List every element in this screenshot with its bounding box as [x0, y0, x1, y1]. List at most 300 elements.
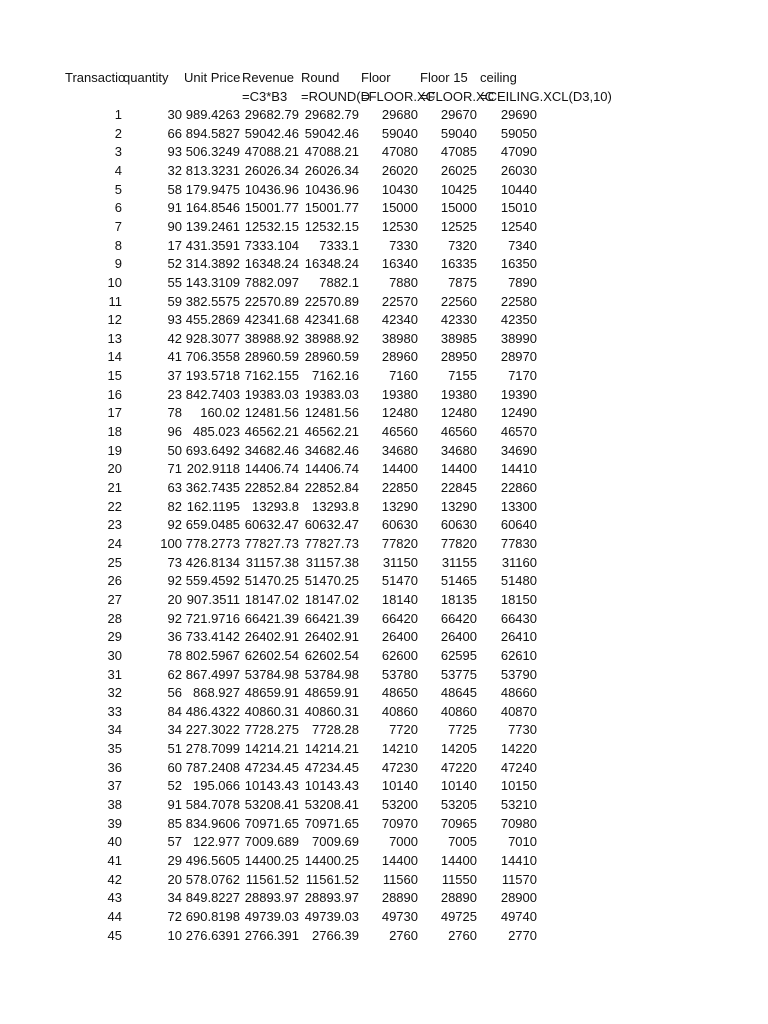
cell-floor[interactable]: 34680 — [381, 442, 418, 458]
cell-round[interactable]: 11561.52 — [305, 871, 359, 887]
cell-unit-price[interactable]: 690.8198 — [185, 908, 240, 924]
cell-quantity[interactable]: 92 — [167, 517, 182, 533]
cell-floor-15[interactable]: 77820 — [440, 536, 477, 551]
cell-transaction[interactable]: 16 — [107, 386, 122, 402]
cell-ceiling[interactable]: 16350 — [500, 256, 537, 272]
cell-revenue[interactable]: 59042.46 — [244, 125, 299, 141]
cell-quantity[interactable]: 42 — [167, 330, 182, 346]
cell-revenue[interactable]: 7333.104 — [244, 237, 299, 253]
cell-transaction[interactable]: 6 — [114, 200, 122, 216]
cell-revenue[interactable]: 7162.155 — [244, 368, 299, 384]
cell-unit-price[interactable]: 227.3022 — [185, 722, 240, 738]
cell-transaction[interactable]: 24 — [107, 536, 122, 551]
cell-round[interactable]: 22852.84 — [304, 480, 359, 495]
cell-transaction[interactable]: 13 — [107, 330, 122, 346]
cell-unit-price[interactable]: 802.5967 — [185, 647, 240, 663]
cell-ceiling[interactable]: 12540 — [500, 218, 537, 234]
cell-floor[interactable]: 60630 — [381, 517, 418, 533]
cell-round[interactable]: 29682.79 — [304, 107, 359, 122]
cell-unit-price[interactable]: 868.927 — [193, 685, 240, 701]
cell-transaction[interactable]: 8 — [114, 237, 122, 253]
cell-ceiling[interactable]: 59050 — [500, 125, 537, 141]
cell-floor-15[interactable]: 11550 — [441, 871, 477, 887]
cell-quantity[interactable]: 91 — [167, 797, 182, 812]
cell-floor-15[interactable]: 18135 — [440, 591, 477, 607]
cell-unit-price[interactable]: 143.3109 — [185, 274, 240, 290]
cell-round[interactable]: 7728.28 — [312, 722, 359, 738]
cell-revenue[interactable]: 14400.25 — [244, 853, 299, 868]
cell-floor[interactable]: 13290 — [381, 498, 418, 514]
cell-ceiling[interactable]: 47090 — [500, 144, 537, 160]
cell-round[interactable]: 40860.31 — [304, 703, 359, 719]
cell-transaction[interactable]: 37 — [107, 778, 122, 794]
cell-revenue[interactable]: 12532.15 — [244, 218, 299, 234]
header-floor[interactable]: Floor — [361, 70, 391, 85]
cell-transaction[interactable]: 32 — [107, 685, 122, 701]
header-ceiling[interactable]: ceiling — [480, 70, 517, 85]
cell-quantity[interactable]: 100 — [160, 536, 182, 551]
cell-floor[interactable]: 47080 — [381, 144, 418, 160]
cell-quantity[interactable]: 92 — [167, 610, 182, 626]
cell-floor[interactable]: 18140 — [381, 591, 418, 607]
cell-ceiling[interactable]: 15010 — [500, 200, 537, 216]
cell-unit-price[interactable]: 179.9475 — [185, 181, 240, 197]
cell-quantity[interactable]: 10 — [167, 927, 182, 943]
cell-round[interactable]: 10436.96 — [304, 181, 359, 197]
cell-round[interactable]: 60632.47 — [304, 517, 359, 533]
cell-ceiling[interactable]: 13300 — [500, 498, 537, 514]
cell-floor[interactable]: 14210 — [381, 741, 418, 757]
cell-floor[interactable]: 14400 — [381, 853, 418, 868]
cell-ceiling[interactable]: 14410 — [500, 853, 537, 868]
cell-quantity[interactable]: 72 — [167, 908, 182, 924]
cell-floor-15[interactable]: 42330 — [440, 312, 477, 328]
cell-floor[interactable]: 15000 — [381, 200, 418, 216]
cell-floor-15[interactable]: 28890 — [440, 890, 477, 906]
cell-floor[interactable]: 14400 — [381, 461, 418, 477]
cell-floor-15[interactable]: 14205 — [440, 741, 477, 757]
cell-quantity[interactable]: 23 — [167, 386, 182, 402]
cell-ceiling[interactable]: 29690 — [500, 107, 537, 122]
cell-revenue[interactable]: 51470.25 — [244, 573, 299, 589]
cell-ceiling[interactable]: 31160 — [501, 554, 537, 570]
cell-floor[interactable]: 53780 — [381, 666, 418, 682]
cell-round[interactable]: 26402.91 — [304, 629, 359, 645]
cell-unit-price[interactable]: 195.066 — [193, 778, 240, 794]
cell-revenue[interactable]: 49739.03 — [244, 908, 299, 924]
cell-floor[interactable]: 66420 — [381, 610, 418, 626]
cell-floor-15[interactable]: 10425 — [440, 181, 477, 197]
cell-quantity[interactable]: 63 — [167, 480, 182, 495]
cell-unit-price[interactable]: 496.5605 — [185, 853, 240, 868]
cell-floor[interactable]: 26400 — [381, 629, 418, 645]
cell-floor-15[interactable]: 7320 — [448, 237, 477, 253]
cell-revenue[interactable]: 19383.03 — [244, 386, 299, 402]
cell-floor-15[interactable]: 48645 — [440, 685, 477, 701]
cell-round[interactable]: 53784.98 — [304, 666, 359, 682]
cell-transaction[interactable]: 5 — [114, 181, 122, 197]
cell-transaction[interactable]: 27 — [107, 591, 122, 607]
cell-quantity[interactable]: 36 — [167, 629, 182, 645]
cell-unit-price[interactable]: 426.8134 — [185, 554, 240, 570]
cell-floor[interactable]: 7880 — [389, 274, 418, 290]
cell-quantity[interactable]: 90 — [167, 218, 182, 234]
cell-revenue[interactable]: 47088.21 — [244, 144, 299, 160]
cell-transaction[interactable]: 22 — [107, 498, 122, 514]
cell-ceiling[interactable]: 11570 — [501, 871, 537, 887]
cell-floor[interactable]: 11560 — [382, 871, 418, 887]
cell-transaction[interactable]: 39 — [107, 815, 122, 831]
cell-round[interactable]: 47088.21 — [304, 144, 359, 160]
cell-round[interactable]: 7009.69 — [312, 834, 359, 850]
cell-unit-price[interactable]: 584.7078 — [185, 797, 240, 812]
cell-floor-15[interactable]: 70965 — [440, 815, 477, 831]
cell-revenue[interactable]: 16348.24 — [244, 256, 299, 272]
cell-quantity[interactable]: 93 — [167, 144, 182, 160]
cell-ceiling[interactable]: 34690 — [500, 442, 537, 458]
cell-round[interactable]: 14214.21 — [304, 741, 359, 757]
cell-transaction[interactable]: 17 — [107, 405, 122, 421]
cell-ceiling[interactable]: 7010 — [508, 834, 537, 850]
cell-round[interactable]: 10143.43 — [304, 778, 359, 794]
cell-revenue[interactable]: 77827.73 — [244, 536, 299, 551]
cell-ceiling[interactable]: 7170 — [508, 368, 537, 384]
cell-round[interactable]: 53208.41 — [304, 797, 359, 812]
cell-unit-price[interactable]: 485.023 — [193, 424, 240, 439]
cell-ceiling[interactable]: 28970 — [500, 349, 537, 365]
cell-floor[interactable]: 10430 — [381, 181, 418, 197]
cell-revenue[interactable]: 48659.91 — [244, 685, 299, 701]
cell-round[interactable]: 7882.1 — [319, 274, 359, 290]
cell-round[interactable]: 46562.21 — [304, 424, 359, 439]
cell-floor-15[interactable]: 12480 — [440, 405, 477, 421]
cell-floor-15[interactable]: 12525 — [440, 218, 477, 234]
header-floor-15[interactable]: Floor 15 — [420, 70, 468, 85]
cell-unit-price[interactable]: 834.9606 — [185, 815, 240, 831]
cell-quantity[interactable]: 73 — [167, 554, 182, 570]
cell-quantity[interactable]: 55 — [167, 274, 182, 290]
cell-revenue[interactable]: 66421.39 — [244, 610, 299, 626]
cell-floor-15[interactable]: 53775 — [440, 666, 477, 682]
cell-floor-15[interactable]: 49725 — [440, 908, 477, 924]
cell-transaction[interactable]: 9 — [114, 256, 122, 272]
cell-quantity[interactable]: 56 — [167, 685, 182, 701]
cell-quantity[interactable]: 85 — [167, 815, 182, 831]
cell-unit-price[interactable]: 162.1195 — [186, 498, 240, 514]
cell-quantity[interactable]: 78 — [167, 405, 182, 421]
cell-unit-price[interactable]: 778.2773 — [185, 536, 240, 551]
cell-transaction[interactable]: 20 — [107, 461, 122, 477]
cell-revenue[interactable]: 46562.21 — [244, 424, 299, 439]
cell-ceiling[interactable]: 48660 — [500, 685, 537, 701]
cell-floor[interactable]: 29680 — [381, 107, 418, 122]
cell-floor[interactable]: 51470 — [381, 573, 418, 589]
cell-round[interactable]: 31157.38 — [305, 554, 359, 570]
cell-ceiling[interactable]: 14220 — [500, 741, 537, 757]
cell-revenue[interactable]: 26026.34 — [244, 162, 299, 178]
cell-round[interactable]: 13293.8 — [312, 498, 359, 514]
cell-quantity[interactable]: 52 — [167, 778, 182, 794]
cell-unit-price[interactable]: 314.3892 — [185, 256, 240, 272]
cell-floor[interactable]: 7720 — [389, 722, 418, 738]
cell-ceiling[interactable]: 7890 — [508, 274, 537, 290]
cell-ceiling[interactable]: 40870 — [500, 703, 537, 719]
cell-floor-15[interactable]: 60630 — [440, 517, 477, 533]
cell-transaction[interactable]: 35 — [107, 741, 122, 757]
cell-unit-price[interactable]: 506.3249 — [185, 144, 240, 160]
cell-floor[interactable]: 47230 — [381, 759, 418, 775]
cell-transaction[interactable]: 34 — [107, 722, 122, 738]
cell-round[interactable]: 18147.02 — [304, 591, 359, 607]
cell-quantity[interactable]: 57 — [167, 834, 182, 850]
cell-unit-price[interactable]: 202.9118 — [186, 461, 240, 477]
cell-unit-price[interactable]: 578.0762 — [185, 871, 240, 887]
cell-round[interactable]: 19383.03 — [304, 386, 359, 402]
cell-ceiling[interactable]: 26410 — [500, 629, 537, 645]
formula-floor[interactable]: =FLOOR.XC — [361, 89, 436, 104]
cell-round[interactable]: 26026.34 — [304, 162, 359, 178]
cell-floor[interactable]: 38980 — [381, 330, 418, 346]
cell-unit-price[interactable]: 894.5827 — [185, 125, 240, 141]
cell-transaction[interactable]: 19 — [107, 442, 122, 458]
cell-transaction[interactable]: 2 — [114, 125, 122, 141]
cell-quantity[interactable]: 91 — [167, 200, 182, 216]
cell-floor-15[interactable]: 28950 — [440, 349, 477, 365]
cell-revenue[interactable]: 70971.65 — [244, 815, 299, 831]
cell-quantity[interactable]: 60 — [167, 759, 182, 775]
cell-ceiling[interactable]: 51480 — [500, 573, 537, 589]
cell-floor-15[interactable]: 22845 — [440, 480, 477, 495]
cell-floor[interactable]: 12480 — [381, 405, 418, 421]
cell-transaction[interactable]: 40 — [107, 834, 122, 850]
cell-ceiling[interactable]: 53210 — [500, 797, 537, 812]
cell-ceiling[interactable]: 14410 — [500, 461, 537, 477]
cell-revenue[interactable]: 7009.689 — [244, 834, 299, 850]
cell-floor[interactable]: 77820 — [381, 536, 418, 551]
cell-quantity[interactable]: 34 — [167, 722, 182, 738]
cell-round[interactable]: 51470.25 — [304, 573, 359, 589]
cell-quantity[interactable]: 50 — [167, 442, 182, 458]
cell-unit-price[interactable]: 164.8546 — [185, 200, 240, 216]
cell-ceiling[interactable]: 18150 — [500, 591, 537, 607]
cell-revenue[interactable]: 22570.89 — [244, 293, 299, 309]
cell-quantity[interactable]: 34 — [167, 890, 182, 906]
cell-transaction[interactable]: 23 — [107, 517, 122, 533]
cell-floor-15[interactable]: 15000 — [440, 200, 477, 216]
cell-floor-15[interactable]: 46560 — [440, 424, 477, 439]
cell-revenue[interactable]: 40860.31 — [244, 703, 299, 719]
cell-floor[interactable]: 48650 — [381, 685, 418, 701]
cell-floor-15[interactable]: 26400 — [440, 629, 477, 645]
cell-floor[interactable]: 22570 — [381, 293, 418, 309]
cell-quantity[interactable]: 20 — [167, 871, 182, 887]
cell-round[interactable]: 28893.97 — [304, 890, 359, 906]
header-quantity[interactable]: quantity — [123, 70, 169, 85]
cell-ceiling[interactable]: 10440 — [500, 181, 537, 197]
cell-floor[interactable]: 28890 — [381, 890, 418, 906]
formula-round[interactable]: =ROUND(D — [301, 89, 370, 104]
cell-quantity[interactable]: 30 — [167, 107, 182, 122]
cell-revenue[interactable]: 38988.92 — [244, 330, 299, 346]
cell-transaction[interactable]: 33 — [107, 703, 122, 719]
cell-quantity[interactable]: 96 — [167, 424, 182, 439]
cell-floor[interactable]: 16340 — [381, 256, 418, 272]
cell-transaction[interactable]: 45 — [107, 927, 122, 943]
cell-unit-price[interactable]: 486.4322 — [185, 703, 240, 719]
cell-round[interactable]: 14406.74 — [304, 461, 359, 477]
cell-floor[interactable]: 49730 — [381, 908, 418, 924]
cell-revenue[interactable]: 62602.54 — [244, 647, 299, 663]
cell-unit-price[interactable]: 867.4997 — [185, 666, 240, 682]
cell-floor-15[interactable]: 19380 — [440, 386, 477, 402]
cell-round[interactable]: 15001.77 — [304, 200, 359, 216]
cell-quantity[interactable]: 17 — [167, 237, 182, 253]
cell-ceiling[interactable]: 26030 — [500, 162, 537, 178]
cell-quantity[interactable]: 32 — [167, 162, 182, 178]
header-revenue[interactable]: Revenue — [242, 70, 295, 85]
cell-floor[interactable]: 7160 — [389, 368, 418, 384]
cell-ceiling[interactable]: 60640 — [500, 517, 537, 533]
cell-unit-price[interactable]: 455.2869 — [185, 312, 240, 328]
cell-transaction[interactable]: 1 — [114, 107, 122, 122]
formula-ceiling[interactable]: =CEILING.XCL(D3,10) — [480, 89, 612, 104]
cell-quantity[interactable]: 84 — [167, 703, 182, 719]
cell-ceiling[interactable]: 77830 — [500, 536, 537, 551]
cell-ceiling[interactable]: 49740 — [500, 908, 537, 924]
cell-round[interactable]: 59042.46 — [304, 125, 359, 141]
cell-revenue[interactable]: 28893.97 — [244, 890, 299, 906]
cell-unit-price[interactable]: 787.2408 — [185, 759, 240, 775]
cell-floor[interactable]: 40860 — [381, 703, 418, 719]
cell-floor-15[interactable]: 31155 — [441, 554, 477, 570]
cell-floor[interactable]: 2760 — [389, 927, 418, 943]
cell-transaction[interactable]: 31 — [107, 666, 122, 682]
cell-ceiling[interactable]: 2770 — [508, 927, 537, 943]
cell-transaction[interactable]: 29 — [107, 629, 122, 645]
cell-round[interactable]: 14400.25 — [304, 853, 359, 868]
cell-round[interactable]: 62602.54 — [304, 647, 359, 663]
cell-transaction[interactable]: 21 — [107, 480, 122, 495]
cell-quantity[interactable]: 82 — [167, 498, 182, 514]
cell-floor-15[interactable]: 22560 — [440, 293, 477, 309]
cell-revenue[interactable]: 14214.21 — [244, 741, 299, 757]
cell-ceiling[interactable]: 46570 — [500, 424, 537, 439]
cell-revenue[interactable]: 53784.98 — [244, 666, 299, 682]
cell-revenue[interactable]: 10143.43 — [244, 778, 299, 794]
cell-revenue[interactable]: 42341.68 — [244, 312, 299, 328]
cell-revenue[interactable]: 29682.79 — [244, 107, 299, 122]
cell-quantity[interactable]: 59 — [167, 293, 182, 309]
cell-ceiling[interactable]: 42350 — [500, 312, 537, 328]
cell-round[interactable]: 70971.65 — [304, 815, 359, 831]
cell-transaction[interactable]: 38 — [107, 797, 122, 812]
cell-revenue[interactable]: 10436.96 — [244, 181, 299, 197]
cell-round[interactable]: 12532.15 — [304, 218, 359, 234]
cell-transaction[interactable]: 3 — [114, 144, 122, 160]
cell-floor-15[interactable]: 14400 — [440, 853, 477, 868]
cell-ceiling[interactable]: 53790 — [500, 666, 537, 682]
cell-round[interactable]: 34682.46 — [304, 442, 359, 458]
cell-revenue[interactable]: 34682.46 — [244, 442, 299, 458]
cell-round[interactable]: 66421.39 — [304, 610, 359, 626]
cell-floor-15[interactable]: 7005 — [448, 834, 477, 850]
cell-floor-15[interactable]: 51465 — [440, 573, 477, 589]
cell-floor-15[interactable]: 34680 — [440, 442, 477, 458]
cell-unit-price[interactable]: 278.7099 — [185, 741, 240, 757]
cell-unit-price[interactable]: 733.4142 — [185, 629, 240, 645]
cell-ceiling[interactable]: 10150 — [500, 778, 537, 794]
cell-unit-price[interactable]: 193.5718 — [185, 368, 240, 384]
cell-transaction[interactable]: 42 — [107, 871, 122, 887]
cell-ceiling[interactable]: 47240 — [500, 759, 537, 775]
cell-transaction[interactable]: 10 — [107, 274, 122, 290]
cell-quantity[interactable]: 37 — [167, 368, 182, 384]
cell-quantity[interactable]: 41 — [167, 349, 182, 365]
cell-transaction[interactable]: 15 — [107, 368, 122, 384]
cell-round[interactable]: 2766.39 — [312, 927, 359, 943]
cell-revenue[interactable]: 60632.47 — [244, 517, 299, 533]
cell-ceiling[interactable]: 7340 — [508, 237, 537, 253]
cell-floor-15[interactable]: 14400 — [440, 461, 477, 477]
cell-revenue[interactable]: 47234.45 — [244, 759, 299, 775]
cell-revenue[interactable]: 31157.38 — [245, 554, 299, 570]
header-transaction[interactable]: Transactio — [65, 70, 126, 85]
cell-round[interactable]: 42341.68 — [304, 312, 359, 328]
cell-revenue[interactable]: 22852.84 — [244, 480, 299, 495]
cell-unit-price[interactable]: 362.7435 — [185, 480, 240, 495]
cell-transaction[interactable]: 12 — [107, 312, 122, 328]
cell-floor-15[interactable]: 53205 — [440, 797, 477, 812]
cell-round[interactable]: 77827.73 — [304, 536, 359, 551]
cell-floor-15[interactable]: 47085 — [440, 144, 477, 160]
cell-quantity[interactable]: 71 — [167, 461, 182, 477]
cell-transaction[interactable]: 30 — [107, 647, 122, 663]
cell-revenue[interactable]: 53208.41 — [244, 797, 299, 812]
cell-revenue[interactable]: 14406.74 — [244, 461, 299, 477]
cell-ceiling[interactable]: 38990 — [500, 330, 537, 346]
cell-transaction[interactable]: 28 — [107, 610, 122, 626]
cell-revenue[interactable]: 28960.59 — [244, 349, 299, 365]
cell-floor-15[interactable]: 29670 — [440, 107, 477, 122]
cell-transaction[interactable]: 11 — [108, 293, 122, 309]
cell-revenue[interactable]: 11561.52 — [245, 871, 299, 887]
cell-ceiling[interactable]: 22580 — [500, 293, 537, 309]
cell-quantity[interactable]: 20 — [167, 591, 182, 607]
cell-floor[interactable]: 7330 — [389, 237, 418, 253]
cell-transaction[interactable]: 43 — [107, 890, 122, 906]
cell-round[interactable]: 16348.24 — [304, 256, 359, 272]
cell-floor-15[interactable]: 47220 — [440, 759, 477, 775]
cell-revenue[interactable]: 18147.02 — [244, 591, 299, 607]
cell-ceiling[interactable]: 7730 — [508, 722, 537, 738]
cell-floor-15[interactable]: 26025 — [440, 162, 477, 178]
formula-floor-15[interactable]: =FLOOR.XC — [420, 89, 495, 104]
cell-floor[interactable]: 59040 — [381, 125, 418, 141]
cell-unit-price[interactable]: 907.3511 — [186, 591, 240, 607]
cell-quantity[interactable]: 29 — [167, 853, 182, 868]
cell-unit-price[interactable]: 849.8227 — [185, 890, 240, 906]
cell-floor[interactable]: 22850 — [381, 480, 418, 495]
cell-ceiling[interactable]: 62610 — [500, 647, 537, 663]
cell-floor-15[interactable]: 13290 — [440, 498, 477, 514]
cell-floor[interactable]: 62600 — [381, 647, 418, 663]
cell-floor-15[interactable]: 38985 — [440, 330, 477, 346]
cell-revenue[interactable]: 26402.91 — [244, 629, 299, 645]
cell-unit-price[interactable]: 122.977 — [193, 834, 240, 850]
cell-quantity[interactable]: 62 — [167, 666, 182, 682]
cell-round[interactable]: 28960.59 — [304, 349, 359, 365]
cell-quantity[interactable]: 92 — [167, 573, 182, 589]
